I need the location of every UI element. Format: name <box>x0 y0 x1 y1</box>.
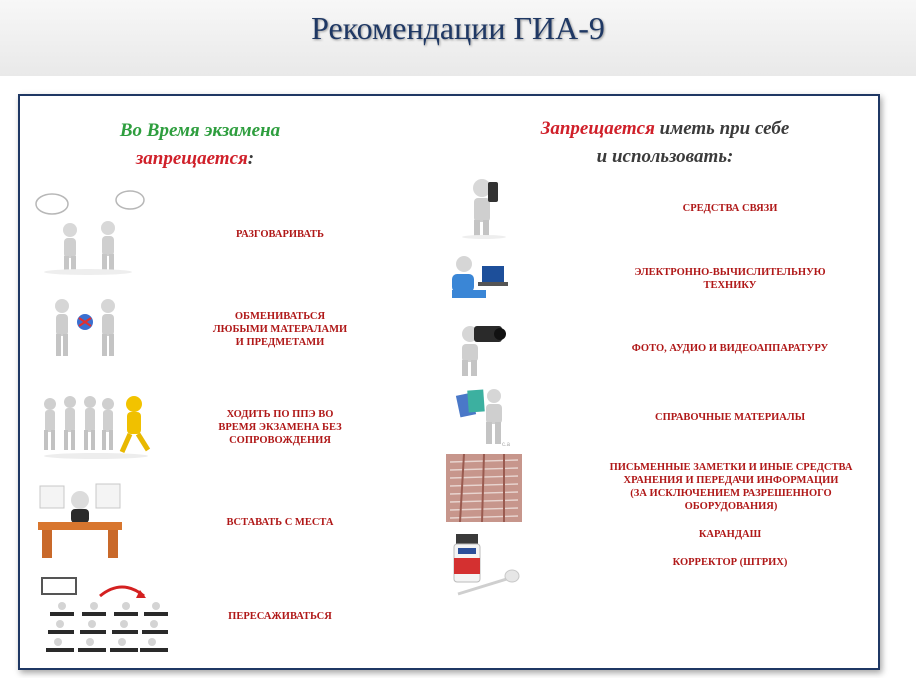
talking-people-icon <box>30 188 148 276</box>
camera-icon <box>452 320 508 378</box>
left-item-label-5: ПЕРЕСАЖИВАТЬСЯ <box>228 611 332 622</box>
right-heading-rest: иметь при себе <box>654 118 790 139</box>
page-title: Рекомендации ГИА-9 <box>311 10 605 46</box>
books-icon <box>452 384 518 448</box>
walking-group-icon <box>38 390 156 460</box>
right-item-label-2: ЭЛЕКТРОННО-ВЫЧИСЛИТЕЛЬНУЮ ТЕХНИКУ <box>634 267 826 291</box>
left-heading-line1: Во Время экзамена <box>119 120 281 141</box>
corrector-bottle-icon <box>450 530 526 600</box>
right-heading-line2: и использовать: <box>596 146 734 167</box>
right-item-label-1: СРЕДСТВА СВЯЗИ <box>682 203 778 214</box>
left-heading-colon: : <box>247 148 255 169</box>
svg-text:c.a: c.a <box>502 442 511 448</box>
left-item-label-2: ОБМЕНИВАТЬСЯ ЛЮБЫМИ МАТЕРАЛАМИ И ПРЕДМЕТАМИ <box>212 311 348 348</box>
laptop-icon <box>448 252 512 304</box>
left-heading-forbidden-word: запрещается <box>135 148 248 169</box>
right-heading-forbidden-word: Запрещается <box>540 118 655 139</box>
exchange-gift-icon <box>40 292 130 364</box>
right-item-label-6: КАРАНДАШ <box>698 529 762 540</box>
left-item-label-1: РАЗГОВАРИВАТЬ <box>236 229 324 240</box>
right-item-label-3: ФОТО, АУДИО И ВИДЕОАППАРАТУРУ <box>631 343 829 354</box>
left-item-label-3: ХОДИТЬ ПО ППЭ ВО ВРЕМЯ ЭКЗАМЕНА БЕЗ СОПРОВОЖДЕНИЯ <box>218 409 342 446</box>
mobile-phone-icon <box>452 174 516 240</box>
desk-papers-icon <box>34 478 126 562</box>
right-heading-line1 <box>510 118 820 140</box>
right-item-label-4: СПРАВОЧНЫЕ МАТЕРИАЛЫ <box>655 412 805 423</box>
right-item-label-7: КОРРЕКТОР (ШТРИХ) <box>672 557 788 568</box>
classroom-desks-icon <box>40 574 172 658</box>
left-item-label-4: ВСТАВАТЬ С МЕСТА <box>226 517 334 528</box>
left-heading-line2 <box>100 148 290 170</box>
notes-photo-icon <box>446 454 522 522</box>
right-item-label-5: ПИСЬМЕННЫЕ ЗАМЕТКИ И ИНЫЕ СРЕДСТВА ХРАНЕНИЯ И ПЕРЕДАЧИ ИНФОРМАЦИИ (ЗА ИСКЛЮЧЕНИЕМ РАЗРЕШЕННОГО ОБОРУДОВАНИЯ) <box>609 462 853 512</box>
